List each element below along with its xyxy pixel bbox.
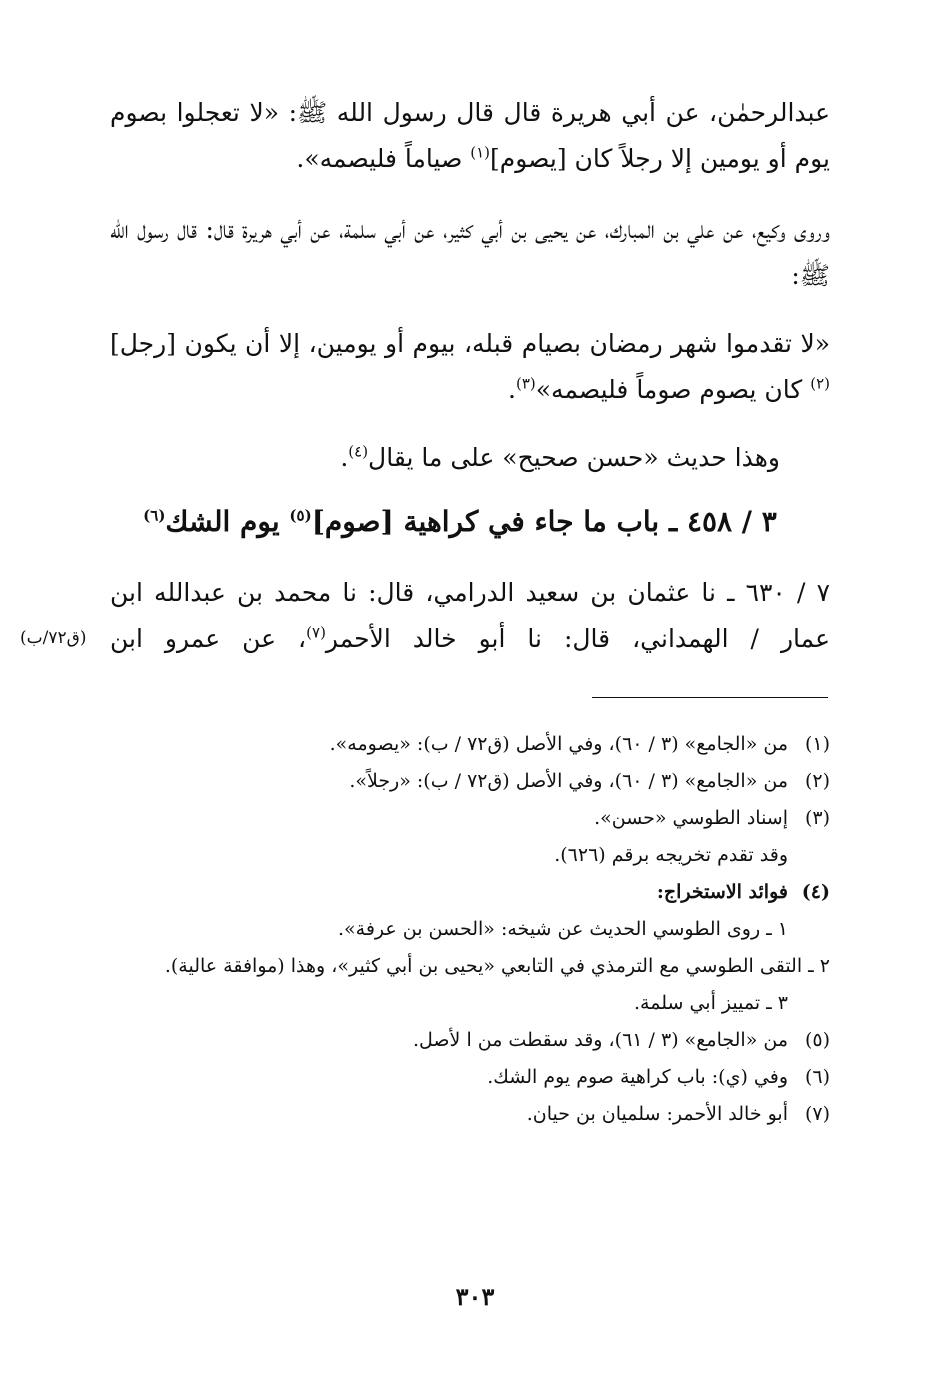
paragraph-3-end: .	[508, 375, 516, 404]
footnote-ref-2[interactable]: (٢)	[810, 374, 830, 393]
paragraph-1	[110, 90, 830, 182]
manuscript-folio-note: (ق٧٢/ب)	[20, 628, 87, 648]
footnote-ref-4[interactable]: (٤)	[348, 442, 369, 461]
hadith-line-2: عمار / الهمداني، قال: نا أبو خالد الأحمر	[325, 624, 830, 653]
hadith-line-1: ٧ / ٦٣٠ ـ نا عثمان بن سعيد الدرامي، قال: نا محمد بن عبدالله ابن	[110, 578, 830, 607]
chapter-heading-text: ٣ / ٤٥٨ ـ باب ما جاء في كراهية [صوم]	[311, 505, 777, 538]
chapter-heading	[140, 497, 780, 547]
footnote-1: (١)من «الجامع» (٣ / ٦٠)، وفي الأصل (ق٧٢ / ب): «يصومه».	[329, 733, 830, 755]
paragraph-4-text: وهذا حديث «حسن صحيح» على ما يقال	[368, 443, 780, 472]
footnotes	[110, 726, 830, 1133]
hadith-line-2-end: ، عن عمرو ابن	[110, 624, 307, 653]
paragraph-2-text: وروى وكيع، عن علي بن المبارك، عن يحيى بن أبي كثير، عن أبي سلمة، عن أبي هريرة قال: قال رسول الله ﷺ:	[110, 215, 830, 290]
paragraph-2	[110, 207, 830, 299]
footnote-2: (٢)من «الجامع» (٣ / ٦٠)، وفي الأصل (ق٧٢ / ب): «رجلاً».	[349, 770, 830, 792]
paragraph-3-mid: كان يصوم صوماً فليصمه»	[535, 375, 811, 404]
footnote-4-item-1: ١ ـ روى الطوسي الحديث عن شيخه: «الحسن بن عرفة».	[337, 918, 788, 940]
paragraph-4	[110, 435, 830, 481]
footnote-ref-6[interactable]: (٦)	[143, 506, 166, 525]
footnote-separator	[592, 697, 828, 698]
paragraph-1-text: عبدالرحمٰن، عن أبي هريرة قال قال رسول الله ﷺ: «لا تعجلوا بصوم يوم أو يومين إلا رجلاً كان [يصوم]	[110, 98, 830, 173]
chapter-heading-text-end: يوم الشك	[165, 505, 290, 538]
footnote-4: (٤)فوائد الاستخراج:	[656, 881, 830, 903]
hadith-entry	[110, 570, 830, 662]
footnote-ref-5[interactable]: (٥)	[289, 506, 312, 525]
footnote-6: (٦)وفي (ي): باب كراهية صوم يوم الشك.	[487, 1066, 830, 1088]
footnote-4-item-3: ٣ ـ تمييز أبي سلمة.	[634, 992, 788, 1014]
paragraph-3	[110, 321, 830, 413]
footnote-ref-3[interactable]: (٣)	[515, 374, 536, 393]
page-number: ٣٠٣	[455, 1282, 495, 1311]
footnote-5: (٥)من «الجامع» (٣ / ٦١)، وقد سقطت من ا لأصل.	[413, 1029, 830, 1051]
footnote-ref-1[interactable]: (١)	[470, 143, 491, 162]
footnote-3: (٣)إسناد الطوسي «حسن».	[594, 807, 830, 829]
paragraph-1-end: صياماً فليصمه».	[296, 144, 471, 173]
footnote-ref-7[interactable]: (٧)	[306, 623, 326, 642]
footnote-3-continuation: وقد تقدم تخريجه برقم (٦٢٦).	[554, 844, 788, 866]
paragraph-3-text: «لا تقدموا شهر رمضان بصيام قبله، بيوم أو يومين، إلا أن يكون [رجل]	[110, 329, 830, 358]
paragraph-4-end: .	[340, 443, 349, 472]
footnote-4-item-2: ٢ ـ التقى الطوسي مع الترمذي في التابعي «يحيى بن أبي كثير»، وهذا (موافقة عالية).	[164, 955, 830, 977]
footnote-7: (٧)أبو خالد الأحمر: سلميان بن حيان.	[526, 1103, 830, 1125]
